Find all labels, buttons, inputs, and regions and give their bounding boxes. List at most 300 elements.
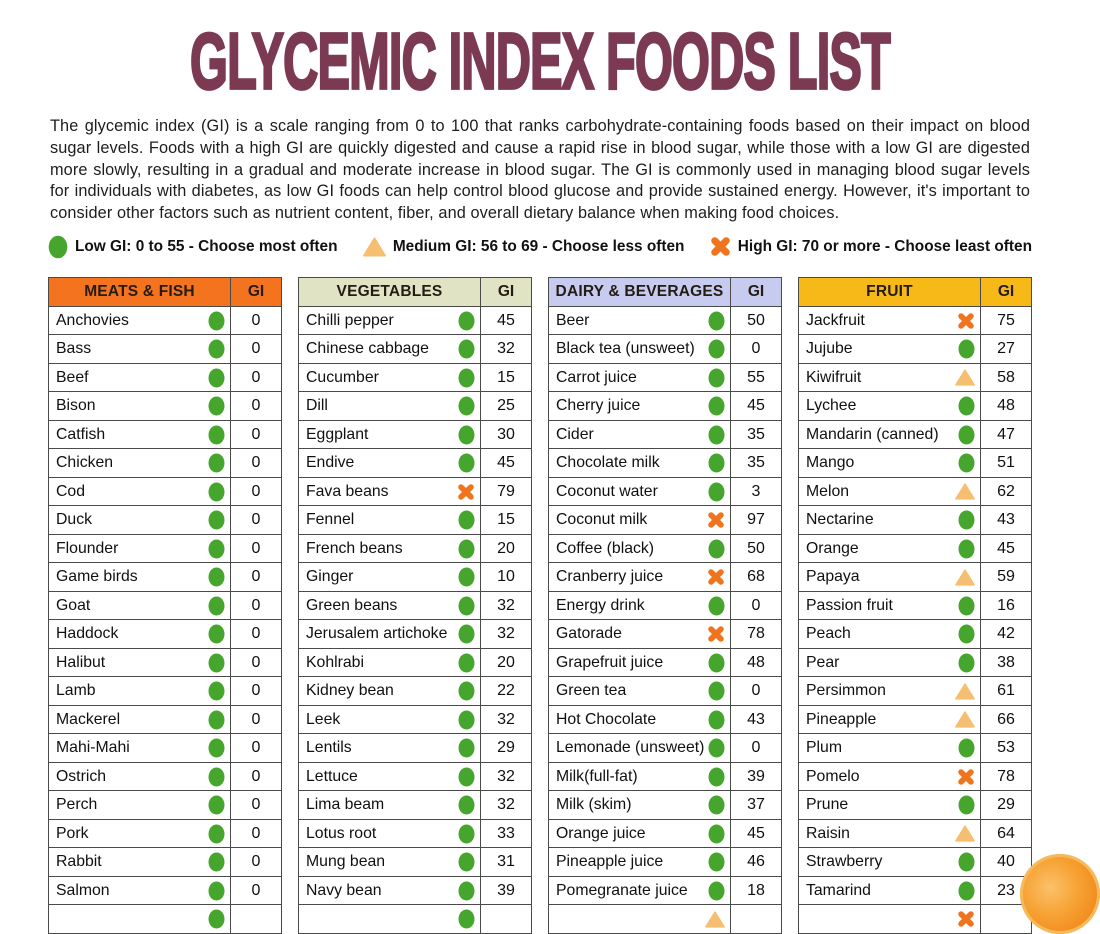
gi-value: 18 bbox=[731, 876, 782, 905]
food-name: Carrot juice bbox=[556, 368, 637, 386]
food-row bbox=[49, 392, 282, 421]
food-row bbox=[549, 363, 782, 392]
food-row bbox=[799, 392, 1032, 421]
food-row bbox=[549, 791, 782, 820]
gi-value: 59 bbox=[981, 563, 1032, 592]
gi-value: 33 bbox=[481, 819, 532, 848]
food-name: Chilli pepper bbox=[306, 311, 394, 329]
food-row bbox=[299, 620, 532, 649]
gi-value: 10 bbox=[481, 563, 532, 592]
high-gi-icon bbox=[457, 483, 475, 501]
low-gi-icon bbox=[208, 852, 225, 872]
food-row bbox=[799, 420, 1032, 449]
intro-description: The glycemic index (GI) is a scale ranging from 0 to 100 that ranks carbohydrate-containing foods based on their impact on blood sugar levels. Foods with a high GI are quickly digested and cause a rapid rise in blood sugar, while those with a low GI are digested more slowly, resulting in a gradual and moderate increase in blood sugar. The GI is commonly used in managing blood sugar levels for individuals with diabetes, as low GI foods can help control blood glucose and provide sustained energy. However, it's important to consider other factors such as nutrient content, fiber, and overall dietary balance when making food choices. bbox=[50, 117, 1030, 223]
medium-gi-icon bbox=[955, 369, 975, 386]
gi-value: 0 bbox=[731, 335, 782, 364]
gi-value: 45 bbox=[731, 392, 782, 421]
gi-value: 43 bbox=[731, 705, 782, 734]
legend-item-high-gi bbox=[710, 236, 1032, 257]
low-gi-icon bbox=[708, 596, 725, 616]
food-name: Orange juice bbox=[556, 824, 646, 842]
low-gi-icon bbox=[458, 653, 475, 673]
gi-value: 35 bbox=[731, 449, 782, 478]
food-name: Mackerel bbox=[56, 710, 121, 728]
food-name: Endive bbox=[306, 454, 355, 472]
food-row bbox=[49, 335, 282, 364]
gi-value: 20 bbox=[481, 648, 532, 677]
gi-value: 46 bbox=[731, 848, 782, 877]
medium-gi-icon bbox=[955, 825, 975, 842]
gi-value: 0 bbox=[231, 306, 282, 335]
gi-value: 39 bbox=[731, 762, 782, 791]
low-gi-icon bbox=[958, 795, 975, 815]
gi-value: 78 bbox=[731, 620, 782, 649]
food-name: Lentils bbox=[306, 739, 352, 757]
food-name: Nectarine bbox=[806, 511, 874, 529]
food-name: Tamarind bbox=[806, 881, 871, 899]
gi-value: 0 bbox=[231, 563, 282, 592]
low-gi-icon bbox=[958, 624, 975, 644]
high-gi-icon bbox=[957, 312, 975, 330]
gi-value: 32 bbox=[481, 705, 532, 734]
gi-value: 0 bbox=[231, 420, 282, 449]
food-row bbox=[549, 705, 782, 734]
gi-value: 32 bbox=[481, 620, 532, 649]
food-row-partial bbox=[299, 905, 532, 934]
food-row bbox=[549, 762, 782, 791]
low-gi-icon bbox=[708, 653, 725, 673]
gi-value: 38 bbox=[981, 648, 1032, 677]
table-vegetables bbox=[298, 277, 532, 934]
high-gi-icon bbox=[957, 768, 975, 786]
food-name: Passion fruit bbox=[806, 596, 893, 614]
low-gi-icon bbox=[458, 738, 475, 758]
food-row bbox=[799, 848, 1032, 877]
low-gi-icon bbox=[208, 539, 225, 559]
gi-value: 32 bbox=[481, 762, 532, 791]
low-gi-icon bbox=[958, 396, 975, 416]
food-row bbox=[799, 563, 1032, 592]
low-gi-icon bbox=[958, 539, 975, 559]
food-row bbox=[49, 477, 282, 506]
food-name: Lima beam bbox=[306, 796, 385, 814]
gi-value: 0 bbox=[231, 363, 282, 392]
food-row bbox=[49, 734, 282, 763]
gi-value: 0 bbox=[231, 591, 282, 620]
food-row bbox=[549, 534, 782, 563]
gi-value: 53 bbox=[981, 734, 1032, 763]
food-row bbox=[799, 306, 1032, 335]
gi-column-header: GI bbox=[481, 277, 532, 306]
food-row bbox=[549, 420, 782, 449]
gi-value: 97 bbox=[731, 506, 782, 535]
low-gi-icon bbox=[208, 767, 225, 787]
medium-gi-icon bbox=[705, 911, 725, 928]
food-name: Kidney bean bbox=[306, 682, 394, 700]
food-row bbox=[49, 648, 282, 677]
gi-value: 29 bbox=[981, 791, 1032, 820]
food-row bbox=[49, 677, 282, 706]
low-gi-icon bbox=[208, 453, 225, 473]
low-gi-icon bbox=[958, 510, 975, 530]
low-gi-icon bbox=[208, 738, 225, 758]
low-gi-icon bbox=[208, 482, 225, 502]
food-row bbox=[299, 591, 532, 620]
table-header-row bbox=[799, 277, 1032, 306]
gi-column-header: GI bbox=[231, 277, 282, 306]
food-row-partial bbox=[549, 905, 782, 934]
food-row bbox=[299, 762, 532, 791]
food-name: Cider bbox=[556, 425, 594, 443]
gi-value: 50 bbox=[731, 534, 782, 563]
food-name: Cherry juice bbox=[556, 397, 641, 415]
gi-value: 0 bbox=[231, 876, 282, 905]
food-row bbox=[549, 677, 782, 706]
food-name: Coconut water bbox=[556, 482, 658, 500]
food-row bbox=[799, 506, 1032, 535]
high-gi-icon bbox=[707, 625, 725, 643]
food-name: Persimmon bbox=[806, 682, 886, 700]
food-name: Chicken bbox=[56, 454, 114, 472]
food-name: Black tea (unsweet) bbox=[556, 340, 695, 358]
food-row bbox=[799, 477, 1032, 506]
food-name: Catfish bbox=[56, 425, 106, 443]
low-gi-icon bbox=[708, 368, 725, 388]
low-gi-icon bbox=[958, 852, 975, 872]
gi-value: 0 bbox=[231, 477, 282, 506]
gi-value: 0 bbox=[731, 677, 782, 706]
low-gi-icon bbox=[958, 453, 975, 473]
food-row bbox=[299, 876, 532, 905]
food-name: Lamb bbox=[56, 682, 96, 700]
food-name: Jujube bbox=[806, 340, 853, 358]
food-row bbox=[549, 449, 782, 478]
gi-value: 0 bbox=[231, 534, 282, 563]
food-name: Melon bbox=[806, 482, 850, 500]
food-row bbox=[299, 563, 532, 592]
table-header-row bbox=[299, 277, 532, 306]
meats-fish-table bbox=[48, 277, 282, 934]
gi-value: 25 bbox=[481, 392, 532, 421]
high-gi-icon bbox=[707, 511, 725, 529]
food-row bbox=[549, 306, 782, 335]
food-row bbox=[549, 392, 782, 421]
low-gi-icon bbox=[708, 425, 725, 445]
low-gi-icon bbox=[708, 539, 725, 559]
gi-value: 51 bbox=[981, 449, 1032, 478]
food-name: Coconut milk bbox=[556, 511, 648, 529]
dairy-beverages-table bbox=[548, 277, 782, 934]
gi-value: 16 bbox=[981, 591, 1032, 620]
gi-value: 0 bbox=[231, 819, 282, 848]
low-gi-icon bbox=[458, 909, 475, 929]
low-gi-icon bbox=[208, 339, 225, 359]
food-name: Mango bbox=[806, 454, 855, 472]
legend-item-low-gi bbox=[48, 235, 338, 259]
gi-value: 43 bbox=[981, 506, 1032, 535]
food-name: Peach bbox=[806, 625, 851, 643]
food-row-partial bbox=[799, 905, 1032, 934]
food-row bbox=[549, 335, 782, 364]
legend-label: Low GI: 0 to 55 - Choose most often bbox=[75, 237, 338, 255]
food-name: Pineapple juice bbox=[556, 853, 664, 871]
low-gi-icon bbox=[708, 767, 725, 787]
gi-value: 37 bbox=[731, 791, 782, 820]
food-row bbox=[49, 762, 282, 791]
table-header-row bbox=[549, 277, 782, 306]
low-gi-icon bbox=[458, 425, 475, 445]
food-name: Strawberry bbox=[806, 853, 883, 871]
gi-value: 42 bbox=[981, 620, 1032, 649]
food-row bbox=[49, 420, 282, 449]
food-name: Navy bean bbox=[306, 881, 382, 899]
food-name: Eggplant bbox=[306, 425, 369, 443]
food-name: Prune bbox=[806, 796, 849, 814]
food-row bbox=[799, 762, 1032, 791]
food-name: Papaya bbox=[806, 568, 860, 586]
gi-value: 23 bbox=[981, 876, 1032, 905]
low-gi-icon bbox=[208, 311, 225, 331]
food-name: Bass bbox=[56, 340, 92, 358]
low-gi-icon bbox=[458, 710, 475, 730]
medium-gi-icon bbox=[955, 483, 975, 500]
food-name: Anchovies bbox=[56, 311, 129, 329]
food-row bbox=[299, 449, 532, 478]
table-header-meats-fish: MEATS & FISH bbox=[49, 277, 231, 306]
food-name: Milk(full-fat) bbox=[556, 767, 638, 785]
food-row bbox=[799, 677, 1032, 706]
food-row bbox=[549, 506, 782, 535]
low-gi-icon bbox=[708, 795, 725, 815]
food-row bbox=[799, 335, 1032, 364]
food-name: Goat bbox=[56, 596, 91, 614]
medium-gi-icon bbox=[363, 237, 386, 257]
low-gi-icon bbox=[458, 624, 475, 644]
low-gi-icon bbox=[458, 852, 475, 872]
gi-value: 32 bbox=[481, 791, 532, 820]
gi-legend bbox=[48, 235, 1032, 259]
food-row bbox=[299, 363, 532, 392]
gi-value: 27 bbox=[981, 335, 1032, 364]
low-gi-icon bbox=[958, 881, 975, 901]
low-gi-icon bbox=[48, 235, 68, 259]
food-name: Dill bbox=[306, 397, 328, 415]
food-row bbox=[49, 363, 282, 392]
food-name: Beer bbox=[556, 311, 590, 329]
low-gi-icon bbox=[458, 767, 475, 787]
low-gi-icon bbox=[208, 567, 225, 587]
gi-value: 32 bbox=[481, 591, 532, 620]
food-name: Green tea bbox=[556, 682, 627, 700]
gi-value: 45 bbox=[981, 534, 1032, 563]
food-name: French beans bbox=[306, 539, 403, 557]
gi-column-header: GI bbox=[981, 277, 1032, 306]
gi-value: 20 bbox=[481, 534, 532, 563]
low-gi-icon bbox=[458, 339, 475, 359]
food-name: Cod bbox=[56, 482, 85, 500]
food-row bbox=[799, 876, 1032, 905]
gi-value: 50 bbox=[731, 306, 782, 335]
food-row bbox=[299, 791, 532, 820]
gi-value: 48 bbox=[731, 648, 782, 677]
low-gi-icon bbox=[458, 396, 475, 416]
food-name: Pear bbox=[806, 653, 840, 671]
gi-value: 64 bbox=[981, 819, 1032, 848]
food-name: Haddock bbox=[56, 625, 119, 643]
gi-value: 0 bbox=[231, 449, 282, 478]
gi-value: 29 bbox=[481, 734, 532, 763]
food-name: Plum bbox=[806, 739, 842, 757]
gi-value: 0 bbox=[231, 677, 282, 706]
low-gi-icon bbox=[708, 453, 725, 473]
food-name: Lettuce bbox=[306, 767, 358, 785]
food-name: Rabbit bbox=[56, 853, 102, 871]
food-row bbox=[299, 420, 532, 449]
food-row bbox=[549, 477, 782, 506]
food-row bbox=[799, 705, 1032, 734]
table-dairy-beverages bbox=[548, 277, 782, 934]
low-gi-icon bbox=[958, 425, 975, 445]
gi-value: 45 bbox=[731, 819, 782, 848]
gi-value: 0 bbox=[231, 848, 282, 877]
low-gi-icon bbox=[458, 539, 475, 559]
food-name: Fennel bbox=[306, 511, 355, 529]
vegetables-table bbox=[298, 277, 532, 934]
gi-value: 22 bbox=[481, 677, 532, 706]
food-name: Beef bbox=[56, 368, 89, 386]
gi-value: 47 bbox=[981, 420, 1032, 449]
food-name: Lychee bbox=[806, 397, 857, 415]
food-name: Bison bbox=[56, 397, 96, 415]
low-gi-icon bbox=[208, 710, 225, 730]
low-gi-icon bbox=[208, 909, 225, 929]
glycemic-index-poster bbox=[0, 16, 1080, 899]
food-row bbox=[49, 819, 282, 848]
food-name: Orange bbox=[806, 539, 859, 557]
low-gi-icon bbox=[208, 795, 225, 815]
gi-value: 39 bbox=[481, 876, 532, 905]
low-gi-icon bbox=[208, 881, 225, 901]
gi-value: 0 bbox=[231, 791, 282, 820]
food-name: Coffee (black) bbox=[556, 539, 655, 557]
gi-value: 15 bbox=[481, 363, 532, 392]
food-row bbox=[549, 876, 782, 905]
low-gi-icon bbox=[208, 396, 225, 416]
fruit-table bbox=[798, 277, 1032, 934]
food-row bbox=[49, 620, 282, 649]
food-tables bbox=[48, 277, 1032, 934]
gi-value: 48 bbox=[981, 392, 1032, 421]
low-gi-icon bbox=[458, 881, 475, 901]
food-name: Lemonade (unsweet) bbox=[556, 739, 705, 757]
low-gi-icon bbox=[208, 425, 225, 445]
food-row bbox=[49, 449, 282, 478]
food-name: Milk (skim) bbox=[556, 796, 632, 814]
food-name: Cucumber bbox=[306, 368, 379, 386]
gi-value: 30 bbox=[481, 420, 532, 449]
food-row bbox=[49, 848, 282, 877]
low-gi-icon bbox=[208, 596, 225, 616]
food-row bbox=[299, 705, 532, 734]
food-row bbox=[299, 306, 532, 335]
food-row bbox=[299, 734, 532, 763]
low-gi-icon bbox=[708, 881, 725, 901]
gi-value: 15 bbox=[481, 506, 532, 535]
medium-gi-icon bbox=[955, 569, 975, 586]
low-gi-icon bbox=[208, 681, 225, 701]
food-row bbox=[49, 534, 282, 563]
gi-value: 55 bbox=[731, 363, 782, 392]
food-name: Jackfruit bbox=[806, 311, 865, 329]
high-gi-icon bbox=[707, 568, 725, 586]
food-name: Energy drink bbox=[556, 596, 645, 614]
food-row bbox=[299, 648, 532, 677]
food-name: Chocolate milk bbox=[556, 454, 660, 472]
high-gi-icon bbox=[957, 910, 975, 928]
food-name: Game birds bbox=[56, 568, 138, 586]
low-gi-icon bbox=[208, 510, 225, 530]
food-name: Fava beans bbox=[306, 482, 389, 500]
food-row-partial bbox=[49, 905, 282, 934]
gi-value: 62 bbox=[981, 477, 1032, 506]
table-header-fruit: FRUIT bbox=[799, 277, 981, 306]
table-header-vegetables: VEGETABLES bbox=[299, 277, 481, 306]
medium-gi-icon bbox=[955, 711, 975, 728]
food-row bbox=[49, 306, 282, 335]
food-name: Ostrich bbox=[56, 767, 107, 785]
food-name: Pineapple bbox=[806, 710, 877, 728]
gi-value: 79 bbox=[481, 477, 532, 506]
food-row bbox=[299, 677, 532, 706]
food-name: Mandarin (canned) bbox=[806, 425, 939, 443]
food-name: Green beans bbox=[306, 596, 398, 614]
low-gi-icon bbox=[958, 596, 975, 616]
food-row bbox=[49, 506, 282, 535]
food-name: Ginger bbox=[306, 568, 354, 586]
gi-value: 0 bbox=[231, 620, 282, 649]
legend-item-medium-gi bbox=[363, 237, 685, 257]
gi-value: 66 bbox=[981, 705, 1032, 734]
gi-value: 35 bbox=[731, 420, 782, 449]
gi-value: 40 bbox=[981, 848, 1032, 877]
food-row bbox=[799, 648, 1032, 677]
low-gi-icon bbox=[458, 681, 475, 701]
food-row bbox=[299, 477, 532, 506]
low-gi-icon bbox=[458, 453, 475, 473]
low-gi-icon bbox=[958, 339, 975, 359]
low-gi-icon bbox=[708, 396, 725, 416]
food-row bbox=[49, 705, 282, 734]
food-row bbox=[799, 449, 1032, 478]
gi-value: 31 bbox=[481, 848, 532, 877]
food-name: Duck bbox=[56, 511, 92, 529]
food-name: Mung bean bbox=[306, 853, 386, 871]
food-row bbox=[299, 392, 532, 421]
legend-label: Medium GI: 56 to 69 - Choose less often bbox=[392, 237, 685, 255]
gi-value: 0 bbox=[231, 335, 282, 364]
food-row bbox=[49, 876, 282, 905]
food-row bbox=[549, 734, 782, 763]
food-row bbox=[799, 734, 1032, 763]
low-gi-icon bbox=[458, 795, 475, 815]
food-name: Raisin bbox=[806, 824, 850, 842]
food-name: Pork bbox=[56, 824, 89, 842]
food-name: Hot Chocolate bbox=[556, 710, 657, 728]
food-name: Salmon bbox=[56, 881, 110, 899]
food-name: Lotus root bbox=[306, 824, 377, 842]
food-name: Mahi-Mahi bbox=[56, 739, 130, 757]
gi-value: 32 bbox=[481, 335, 532, 364]
